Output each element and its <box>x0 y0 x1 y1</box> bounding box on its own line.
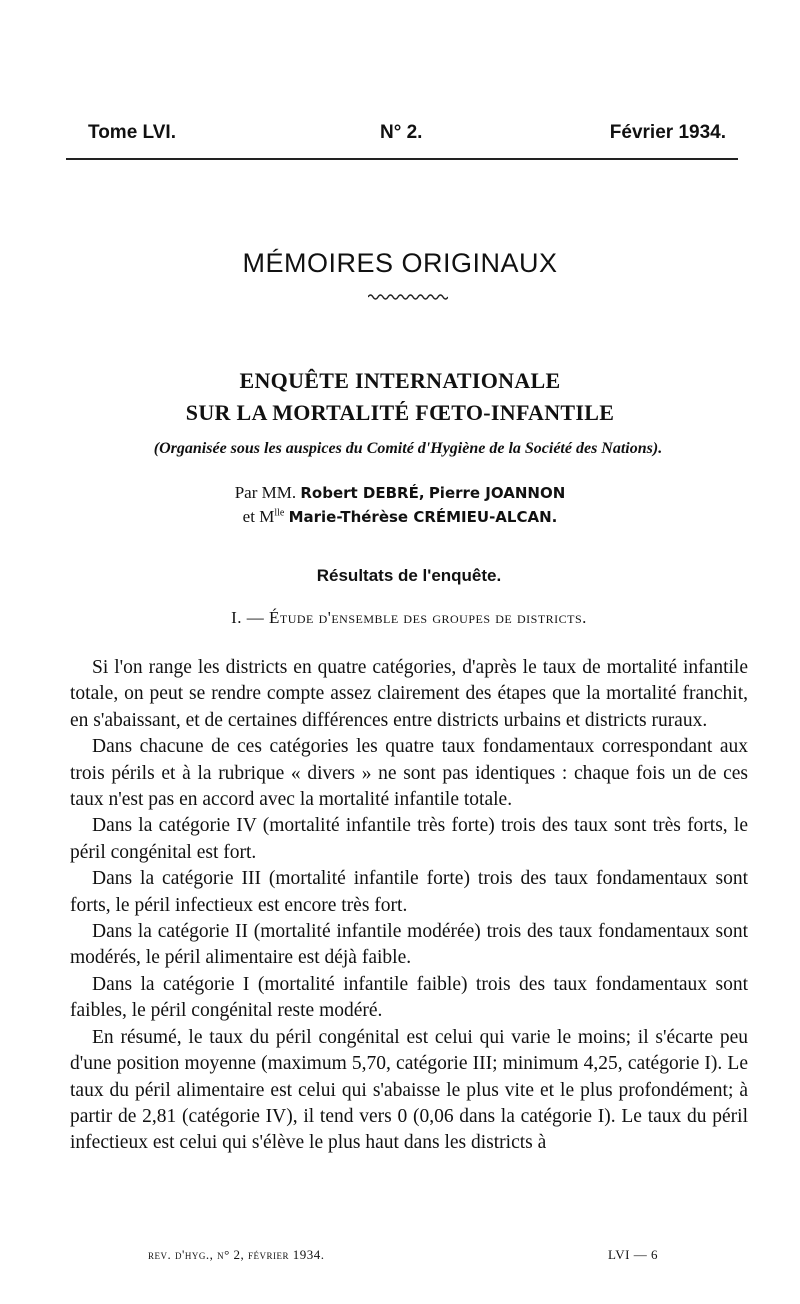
authors-line-2 <box>0 507 800 527</box>
footer-signature: LVI — 6 <box>608 1247 658 1262</box>
body-text <box>70 655 748 1157</box>
article-title-line-1: ENQUÊTE INTERNATIONALE <box>239 368 561 393</box>
paragraph: En résumé, le taux du péril congénital est celui qui varie le moins; il s'écarte peu d'une position moyenne (maximum 5,70, catégorie III; minimum 4,25, catégorie I). Le taux du péril alimentaire est celui qui s'abaisse le plus vite et le plus profondément; à partir de 2,81 (catégorie IV), il tend vers 0 (0,06 dans la catégorie I). Le taux du péril infectieux est celui qui s'élève le plus haut dans les districts à <box>70 1026 748 1154</box>
footer-citation: rev. d'hyg., n° 2, février 1934. <box>148 1247 325 1262</box>
paragraph: Dans la catégorie IV (mortalité infantile très forte) trois des taux sont très forts, le péril congénital est fort. <box>70 815 748 863</box>
paragraph: Dans la catégorie I (mortalité infantile faible) trois des taux fondamentaux sont faibles, le péril congénital reste modéré. <box>70 973 748 1022</box>
paragraph: Dans la catégorie II (mortalité infantile modérée) trois des taux fondamentaux sont modérés, le péril alimentaire est déjà faible. <box>70 921 748 969</box>
part-heading: I. — Étude d'ensemble des groupes de districts. <box>231 608 587 627</box>
authors-joiner: et M <box>242 507 275 526</box>
issue-number: N° 2. <box>380 122 423 143</box>
article-title-line-2: SUR LA MORTALITÉ FŒTO-INFANTILE <box>185 400 615 425</box>
results-heading: Résultats de l'enquête. <box>316 566 502 585</box>
article-subtitle: (Organisée sous les auspices du Comité d'Hygiène de la Société des Nations). <box>153 440 663 457</box>
section-title: MÉMOIRES ORIGINAUX <box>242 248 558 278</box>
volume-label: Tome LVI. <box>88 122 176 143</box>
running-head <box>66 122 738 152</box>
title-superscript: lle <box>274 507 285 519</box>
issue-date: Février 1934. <box>609 122 726 143</box>
paragraph: Dans chacune de ces catégories les quatre taux fondamentaux correspondant aux trois périls et à la rubrique « divers » ne sont pas identiques : chaque fois un de ces taux n'est pas en accord avec la mortalité infantile totale. <box>70 736 748 811</box>
wavy-ornament <box>368 292 448 302</box>
paragraph: Si l'on range les districts en quatre catégories, d'après le taux de mortalité infantile totale, on peut se rendre compte assez clairement des étapes que la mortalité franchit, en s'abaissant, et de certaines différences entre districts urbains et districts ruraux. <box>70 657 748 731</box>
header-rule <box>66 158 738 160</box>
author-cremieu-alcan: Marie-Thérèse CRÉMIEU-ALCAN. <box>288 508 558 526</box>
author-debre: Robert DEBRÉ, <box>300 484 425 502</box>
author-joannon: Pierre JOANNON <box>428 484 566 502</box>
authors-line-1 <box>0 483 800 503</box>
authors-prefix: Par MM. <box>234 483 297 502</box>
paragraph: Dans la catégorie III (mortalité infantile forte) trois des taux fondamentaux sont forts, le péril infectieux est encore très fort. <box>70 868 748 916</box>
